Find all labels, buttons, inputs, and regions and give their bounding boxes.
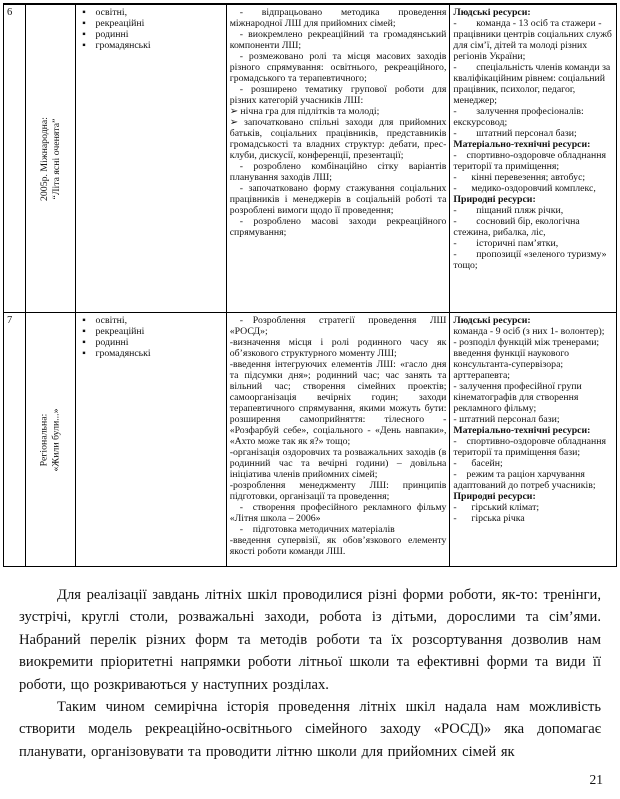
table-row-7 (4, 313, 617, 567)
result-item: - розмежовано ролі та місця масових заходів різного спрямування: освітнього, рекреаційного, громадського та терапевтичного; (229, 51, 447, 84)
result-item: -організація оздоровчих та розважальних заходів (в родинний час та вечірні години) – довільна ініціатива членів прийомних сімей; (229, 447, 447, 480)
results-cell (226, 313, 450, 567)
resources-cell (450, 4, 617, 313)
resource-item: - гірський клімат; (453, 502, 540, 513)
resource-item: Природні ресурси: (453, 491, 536, 502)
direction-item: ▪ громадянські (82, 40, 151, 51)
resource-item: - штатний персонал бази; (453, 414, 560, 425)
resource-item: - басейн; (453, 458, 503, 469)
resource-item: - спортивно-оздоровче обладнання території та приміщення бази; (453, 436, 606, 458)
row-number: 7 (4, 313, 26, 567)
resource-item: - спортивно-оздоровче обладнання території та приміщення; (453, 150, 606, 172)
resource-item: - залучення професіоналів: екскурсовод; (453, 106, 584, 128)
result-item: -введення супервізії, як обов’язкового елементу якості роботи команди ЛШ. (229, 535, 447, 557)
direction-item: ▪ родинні (82, 29, 129, 40)
result-item: - виокремлено рекреаційний та громадянський компоненти ЛШ; (229, 29, 447, 51)
direction-item: ▪ рекреаційні (82, 326, 145, 337)
school-title-line1: 2005р. Міжнародна: (38, 116, 50, 201)
result-item: -розроблення менеджменту ЛШ: принципів підготовки, організації та проведення; (229, 480, 447, 502)
school-title-line1: Регіональна: (38, 413, 50, 466)
direction-item: ▪ освітні, (82, 315, 128, 326)
resource-item: - медико-оздоровчий комплекс, (453, 183, 596, 194)
resource-item: - сосновий бір, екологічна стежина, рибалка, ліс, (453, 216, 580, 238)
result-item: - розроблено комбінаційно сітку варіантів планування заходів ЛШ; (229, 161, 447, 183)
resource-item: Матеріально-технічні ресурси: (453, 139, 591, 150)
result-item: ➢ нічна гра для підлітків та молоді; (229, 106, 380, 117)
page-number: 21 (589, 772, 603, 787)
school-title-rotated (39, 117, 63, 201)
result-item: -визначення місця і ролі родинного часу як об’язкового структурного моменту ЛШ; (229, 337, 447, 359)
table-row-6 (4, 4, 617, 313)
resource-item: - спеціальність членів команди за кваліфікаційним рівнем: соціальний працівник, психолог, педагог, менеджер; (453, 62, 611, 106)
result-item: - започатковано форму стажування соціальних працівників і менеджерів в соціальній роботі та розроблені вимоги щодо її проведення; (229, 183, 447, 216)
directions-cell (76, 4, 226, 313)
result-item: - розроблено масові заходи рекреаційного спрямування; (229, 216, 447, 238)
resource-item: - гірська річка (453, 513, 525, 524)
direction-item: ▪ родинні (82, 337, 129, 348)
result-item: ➢ започатковано спільні заходи для прийомних батьків, соціальних працівників, представників громадськості та владних структур: дебати, прес-клуби, дискусії, конференції, презентації; (229, 117, 447, 161)
resource-item: команда - 9 осіб (з них 1- волонтер); (453, 326, 605, 337)
resource-item: Людські ресурси: (453, 315, 531, 326)
resource-item: - штатний персонал бази; (453, 128, 577, 139)
resource-item: - розподіл функцій між тренерами; введення функції наукового консультанта-супервізора; арттерапевта; (453, 337, 600, 381)
resource-item: - режим та раціон харчування адаптований до потреб учасників; (453, 469, 596, 491)
rotated-label-wrap (29, 315, 72, 564)
body-paragraph-2: Таким чином семирічна історія проведення літніх шкіл надала нам можливість створити модель рекреаційно-освітнього сімейного заходу «РОСД)» яка допомагає планувати, організовувати та проводити літню школи для прийомних сімей як (19, 699, 601, 760)
row-number: 6 (4, 4, 26, 313)
result-item: - створення професійного рекламного фільму «Літня школа – 2006» (229, 502, 447, 524)
result-item: - підготовка методичних матеріалів (239, 524, 395, 535)
resources-cell (450, 313, 617, 567)
body-text (0, 567, 620, 763)
result-item: - відпрацьовано методика проведення міжнародної ЛШ для прийомних сімей; (229, 7, 447, 29)
school-title-cell (26, 4, 76, 313)
resource-item: - залучення професійної групи кінематографів для створення рекламного фільму; (453, 381, 582, 414)
resource-item: Природні ресурси: (453, 194, 536, 205)
summer-schools-table (3, 3, 617, 567)
rotated-label-wrap (29, 7, 72, 310)
direction-item: ▪ освітні, (82, 7, 128, 18)
school-title-rotated (39, 408, 63, 471)
result-item: - Розроблення стратегії проведення ЛШ «РОСД»; (229, 315, 447, 337)
resource-item: - пропозиції «зеленого туризму» тощо; (453, 249, 607, 271)
resource-item: - команда - 13 осіб та стажери - працівники центрів соціальних служб для сім’ї, дітей та молоді різних регіонів України; (453, 18, 612, 62)
results-cell (226, 4, 450, 313)
result-item: -введення інтегруючих елементів ЛШ: «гасло дня та підсумки дня»; родинний час; час занять та вільний час; створення сімейних проектів; самоорганізація вечірніх годин; заходи терапевтичного спрямування, якими можуть бути: розширення самоприйняття: тілесного - «Розфарбуй себе», соціального - «День навпаки», «Ахто може так як я?» тощо; (229, 359, 447, 447)
resource-item: - історичні пам’ятки, (453, 238, 559, 249)
direction-item: ▪ громадянські (82, 348, 151, 359)
directions-cell (76, 313, 226, 567)
result-item: - розширено тематику групової роботи для різних категорій учасників ЛШ: (229, 84, 447, 106)
school-title-cell (26, 313, 76, 567)
resource-item: - піщаний пляж річки, (453, 205, 564, 216)
resource-item: - кінні перевезення; автобус; (453, 172, 586, 183)
resource-item: Людські ресурси: (453, 7, 531, 18)
direction-item: ▪ рекреаційні (82, 18, 145, 29)
resource-item: Матеріально-технічні ресурси: (453, 425, 591, 436)
body-paragraph-1: Для реалізації завдань літніх шкіл проводилися різні форми роботи, як-то: тренінги, зустрічі, круглі столи, розважальні заходи, робота із дітьми, дорослими та сім’ями. Набраний перелік різних форм та методів роботи та їх розсортування дозволив нам виокремити пріоритетні напрямки роботи літньої школи та ефективні форми та види її роботи, що розкриваються у наступних розділах. (19, 587, 601, 693)
school-title-line2: “Літа ясні оченята” (50, 118, 62, 199)
school-title-line2: «Жили були...» (50, 408, 62, 471)
